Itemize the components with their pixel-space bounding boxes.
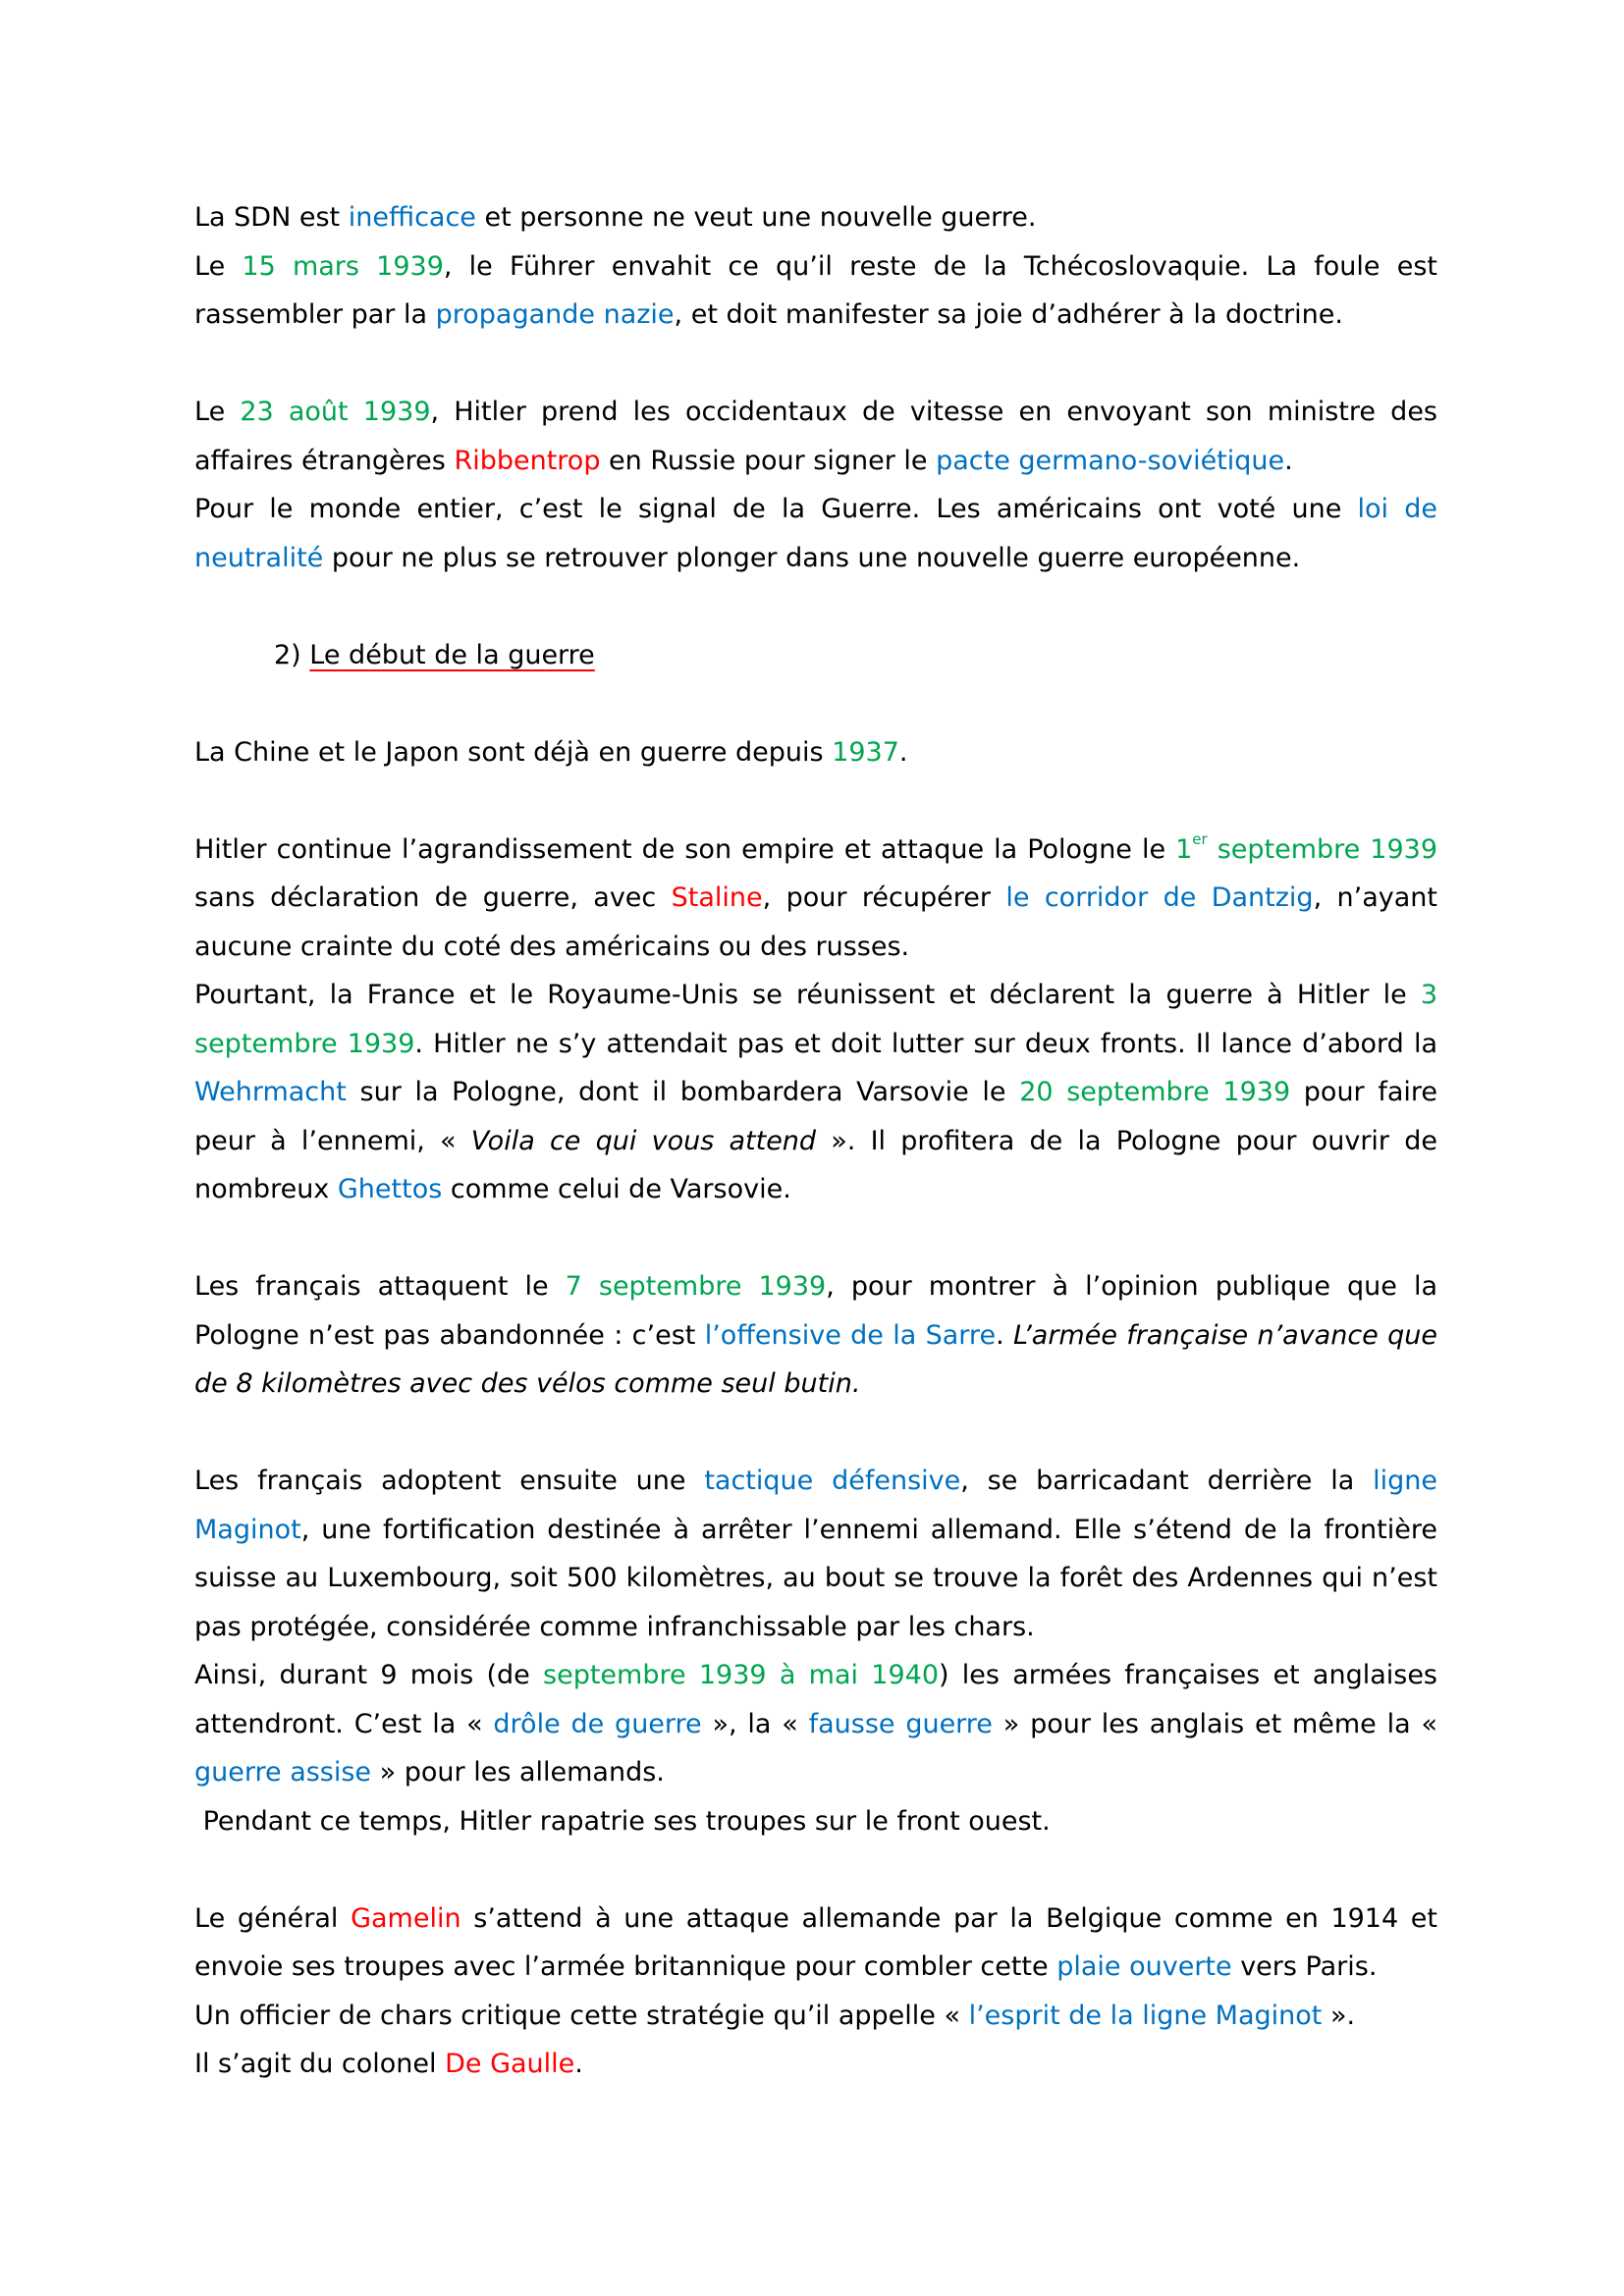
paragraph-declaration-guerre — [194, 971, 1446, 1214]
person-de-gaulle: De Gaulle — [445, 2049, 575, 2079]
term-propagande-nazie: propagande nazie — [435, 299, 675, 330]
text: et personne ne veut une nouvelle guerre. — [475, 202, 1037, 233]
date-7-septembre-1939: 7 septembre 1939 — [565, 1271, 827, 1302]
text: , pour montrer à l’opinion publique que la Pologne n’est pas abandonnée : c’est — [194, 1271, 1446, 1351]
paragraph-de-gaulle — [194, 2040, 1437, 2089]
section-number: 2) — [274, 639, 310, 670]
date-day: 1 — [1175, 833, 1193, 865]
text: , Hitler prend les occidentaux de vitesse en envoyant son ministre des affaires étrangères — [194, 397, 1446, 476]
document-page — [194, 193, 1446, 2089]
text: , n’ayant aucune crainte du coté des américains ou des russes. — [194, 882, 1446, 962]
paragraph-pacte — [194, 388, 1446, 485]
paragraph-spacer — [194, 776, 1437, 826]
text: ) les armées françaises et anglaises attendront. C’est la « — [194, 1660, 1446, 1739]
text: . — [1284, 445, 1293, 476]
paragraph-pologne — [194, 826, 1446, 972]
text: comme celui de Varsovie. — [442, 1174, 791, 1204]
paragraph-spacer — [194, 1845, 1437, 1895]
text: Les français adoptent ensuite une — [194, 1466, 705, 1496]
paragraph-neutralite — [194, 485, 1446, 582]
term-inefficace: inefficace — [348, 202, 476, 233]
paragraph-gamelin — [194, 1895, 1446, 1992]
term-tactique-defensive: tactique défensive — [704, 1466, 961, 1496]
text: Le — [194, 397, 241, 427]
italic-note-armee: L’armée française n’avance que de 8 kilomètres avec des vélos comme seul butin. — [194, 1319, 1446, 1399]
text: ». Il profitera de la Pologne pour ouvrir de nombreux — [194, 1125, 1446, 1204]
term-corridor-de-dantzig: le corridor de Dantzig — [1005, 882, 1314, 913]
date-septembre-1939-mai-1940: septembre 1939 à mai 1940 — [543, 1660, 939, 1690]
text: Un officier de chars critique cette stratégie qu’il appelle « — [194, 2000, 969, 2031]
text: Ainsi, durant 9 mois (de — [194, 1660, 544, 1690]
text: Pour le monde entier, c’est le signal de la Guerre. Les américains ont voté une — [194, 494, 1358, 524]
text: sur la Pologne, dont il bombardera Varsovie le — [346, 1077, 1020, 1107]
text: . — [996, 1319, 1013, 1351]
paragraph-sdn — [194, 193, 1437, 242]
section-heading — [194, 631, 1437, 680]
text: pour faire peur à l’ennemi, « — [194, 1077, 1446, 1156]
text: » pour les allemands. — [371, 1757, 665, 1788]
person-gamelin: Gamelin — [351, 1902, 461, 1934]
paragraph-officier — [194, 1992, 1437, 2041]
text: . — [574, 2049, 583, 2079]
text: en Russie pour signer le — [600, 445, 937, 476]
text: vers Paris. — [1231, 1951, 1378, 1982]
date-1er-septembre-1939 — [1175, 829, 1437, 865]
paragraph-spacer — [194, 679, 1437, 728]
person-ribbentrop: Ribbentrop — [454, 445, 601, 476]
text: ». — [1322, 2000, 1356, 2031]
text: Pendant ce temps, Hitler rapatrie ses troupes sur le front ouest. — [194, 1805, 1051, 1837]
term-guerre-assise: guerre assise — [194, 1757, 372, 1788]
text: Les français attaquent le — [194, 1271, 566, 1302]
term-ligne-maginot: ligne Maginot — [194, 1466, 1446, 1545]
text: La Chine et le Japon sont déjà en guerre depuis — [194, 736, 833, 768]
text: Il s’agit du colonel — [194, 2049, 446, 2079]
paragraph-sarre — [194, 1262, 1446, 1409]
text: , pour récupérer — [762, 882, 1006, 913]
term-offensive-de-la-sarre: l’offensive de la Sarre — [704, 1319, 997, 1351]
paragraph-drole-de-guerre — [194, 1651, 1446, 1797]
section-title: Le début de la guerre — [309, 639, 595, 670]
text: . Hitler ne s’y attendait pas et doit lutter sur deux fronts. Il lance d’abord la — [414, 1028, 1446, 1059]
text: , une fortification destinée à arrêter l’ennemi allemand. Elle s’étend de la frontière suisse au Luxembourg, soit 500 kilomètres, au bout se trouve la forêt des Ardennes qui n’est pas protégée, considérée comme infranchissable par les chars. — [194, 1514, 1446, 1642]
term-wehrmacht: Wehrmacht — [194, 1077, 347, 1107]
paragraph-maginot — [194, 1457, 1446, 1651]
paragraph-front-ouest — [194, 1797, 1437, 1846]
text: Le général — [194, 1902, 352, 1934]
text: , se barricadant derrière la — [960, 1466, 1374, 1496]
text: sans déclaration de guerre, avec — [194, 833, 1446, 913]
term-drole-de-guerre: drôle de guerre — [493, 1708, 702, 1739]
paragraph-spacer — [194, 582, 1437, 631]
date-15-mars-1939: 15 mars 1939 — [242, 250, 444, 282]
text: , et doit manifester sa joie d’adhérer à la doctrine. — [674, 299, 1343, 330]
text: La SDN est — [194, 202, 349, 233]
term-plaie-ouverte: plaie ouverte — [1056, 1951, 1232, 1982]
term-loi-de-neutralite: loi de neutralité — [194, 494, 1446, 573]
text: Hitler continue l’agrandissement de son empire et attaque la Pologne le — [194, 833, 1176, 865]
date-ordinal: er — [1192, 829, 1208, 848]
text: . — [898, 736, 908, 768]
quote-voila: Voila ce qui vous attend — [470, 1125, 817, 1156]
date-3-septembre-1939: 3 septembre 1939 — [194, 980, 1446, 1059]
term-esprit-ligne-maginot: l’esprit de la ligne Maginot — [968, 2000, 1323, 2031]
date-20-septembre-1939: 20 septembre 1939 — [1019, 1077, 1291, 1107]
text: », la « — [701, 1708, 809, 1739]
paragraph-spacer — [194, 340, 1437, 389]
text: » pour les anglais et même la « — [992, 1708, 1446, 1739]
person-staline: Staline — [671, 882, 763, 913]
paragraph-spacer — [194, 1409, 1437, 1458]
paragraph-chine-japon — [194, 728, 1437, 777]
text: Pourtant, la France et le Royaume-Unis se réunissent et déclarent la guerre à Hitler le — [194, 980, 1421, 1010]
term-ghettos: Ghettos — [337, 1174, 443, 1204]
text: , le Führer envahit ce qu’il reste de la Tchécoslovaquie. La foule est rassembler par la — [194, 250, 1446, 330]
text: Le — [194, 250, 243, 282]
date-month-year: septembre 1939 — [1207, 833, 1437, 865]
text: pour ne plus se retrouver plonger dans une nouvelle guerre européenne. — [323, 542, 1301, 573]
paragraph-spacer — [194, 1214, 1437, 1263]
date-23-aout-1939: 23 août 1939 — [240, 397, 431, 427]
term-fausse-guerre: fausse guerre — [808, 1708, 993, 1739]
term-pacte-germano-sovietique: pacte germano-soviétique — [936, 445, 1285, 476]
date-1937: 1937 — [832, 736, 899, 768]
text: s’attend à une attaque allemande par la Belgique comme en 1914 et envoie ses troupes avec l’armée britannique pour combler cette — [194, 1902, 1446, 1982]
paragraph-tchecoslovaquie — [194, 242, 1446, 340]
